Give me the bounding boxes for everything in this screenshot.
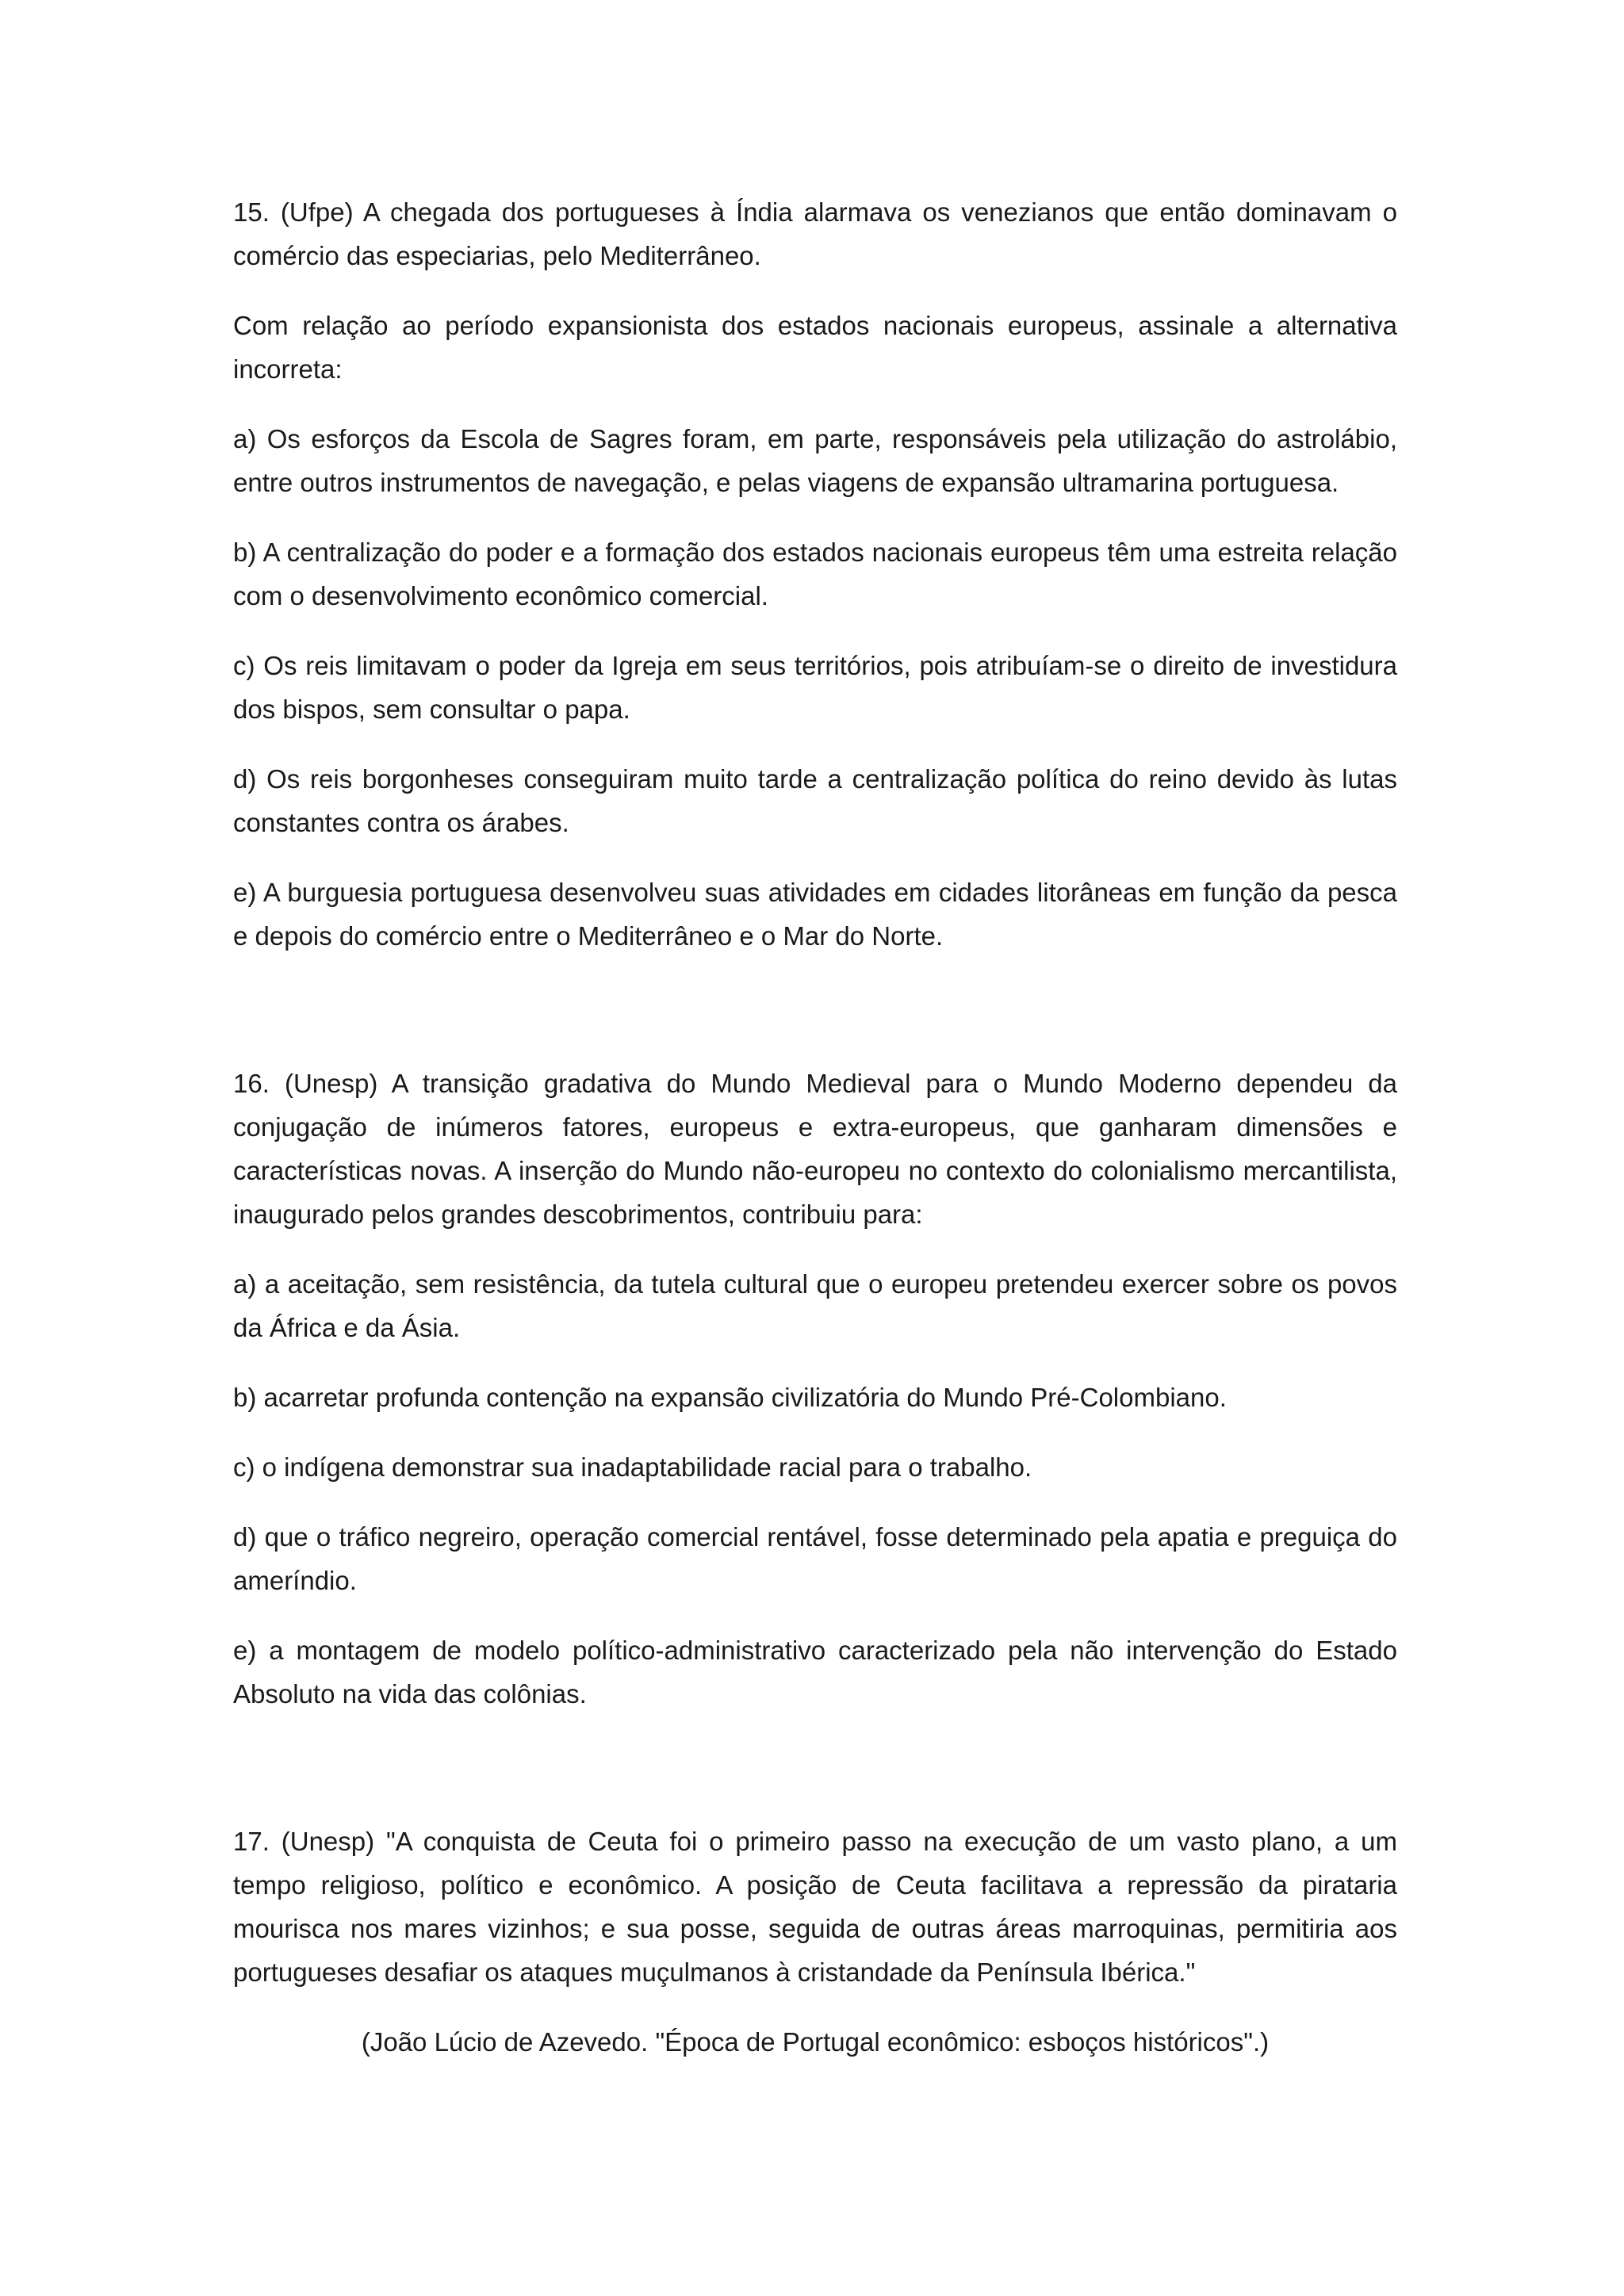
question-17 bbox=[233, 1820, 1397, 2064]
question-15 bbox=[233, 190, 1397, 958]
question-spacer bbox=[233, 1742, 1397, 1820]
question-17-citation: (João Lúcio de Azevedo. "Época de Portugal econômico: esboços históricos".) bbox=[361, 2027, 1270, 2057]
question-15-option-e: e) A burguesia portuguesa desenvolveu suas atividades em cidades litorâneas em função da pesca e depois do comércio entre o Mediterrâneo e o Mar do Norte. bbox=[233, 878, 1397, 951]
question-16 bbox=[233, 1062, 1397, 1716]
question-spacer bbox=[233, 984, 1397, 1062]
question-16-option-d: d) que o tráfico negreiro, operação comercial rentável, fosse determinado pela apatia e preguiça do ameríndio. bbox=[233, 1522, 1397, 1595]
question-15-option-b: b) A centralização do poder e a formação dos estados nacionais europeus têm uma estreita relação com o desenvolvimento econômico comercial. bbox=[233, 538, 1397, 610]
question-15-option-c: c) Os reis limitavam o poder da Igreja em seus territórios, pois atribuíam-se o direito de investidura dos bispos, sem consultar o papa. bbox=[233, 651, 1397, 724]
question-15-stem: 15. (Ufpe) A chegada dos portugueses à Índia alarmava os venezianos que então dominavam o comércio das especiarias, pelo Mediterrâneo. bbox=[233, 197, 1397, 270]
question-15-instruction: Com relação ao período expansionista dos estados nacionais europeus, assinale a alternativa incorreta: bbox=[233, 311, 1397, 384]
question-17-quote: 17. (Unesp) "A conquista de Ceuta foi o primeiro passo na execução de um vasto plano, a um tempo religioso, político e econômico. A posição de Ceuta facilitava a repressão da pirataria mourisca nos mares vizinhos; e sua posse, seguida de outras áreas marroquinas, permitiria aos portugueses desafiar os ataques muçulmanos à cristandade da Península Ibérica." bbox=[233, 1827, 1397, 1987]
question-16-option-b: b) acarretar profunda contenção na expansão civilizatória do Mundo Pré-Colombiano. bbox=[233, 1383, 1227, 1412]
question-15-option-a: a) Os esforços da Escola de Sagres foram, em parte, responsáveis pela utilização do astrolábio, entre outros instrumentos de navegação, e pelas viagens de expansão ultramarina portuguesa. bbox=[233, 424, 1397, 497]
question-16-option-a: a) a aceitação, sem resistência, da tutela cultural que o europeu pretendeu exercer sobre os povos da África e da Ásia. bbox=[233, 1269, 1397, 1342]
question-16-option-c: c) o indígena demonstrar sua inadaptabilidade racial para o trabalho. bbox=[233, 1452, 1032, 1482]
question-16-stem: 16. (Unesp) A transição gradativa do Mundo Medieval para o Mundo Moderno dependeu da conjugação de inúmeros fatores, europeus e extra-europeus, que ganharam dimensões e características novas. A inserção do Mundo não-europeu no contexto do colonialismo mercantilista, inaugurado pelos grandes descobrimentos, contribuiu para: bbox=[233, 1069, 1397, 1229]
question-16-option-e: e) a montagem de modelo político-administrativo caracterizado pela não intervenção do Estado Absoluto na vida das colônias. bbox=[233, 1636, 1397, 1709]
document-page bbox=[233, 190, 1397, 2090]
question-15-option-d: d) Os reis borgonheses conseguiram muito tarde a centralização política do reino devido às lutas constantes contra os árabes. bbox=[233, 764, 1397, 837]
